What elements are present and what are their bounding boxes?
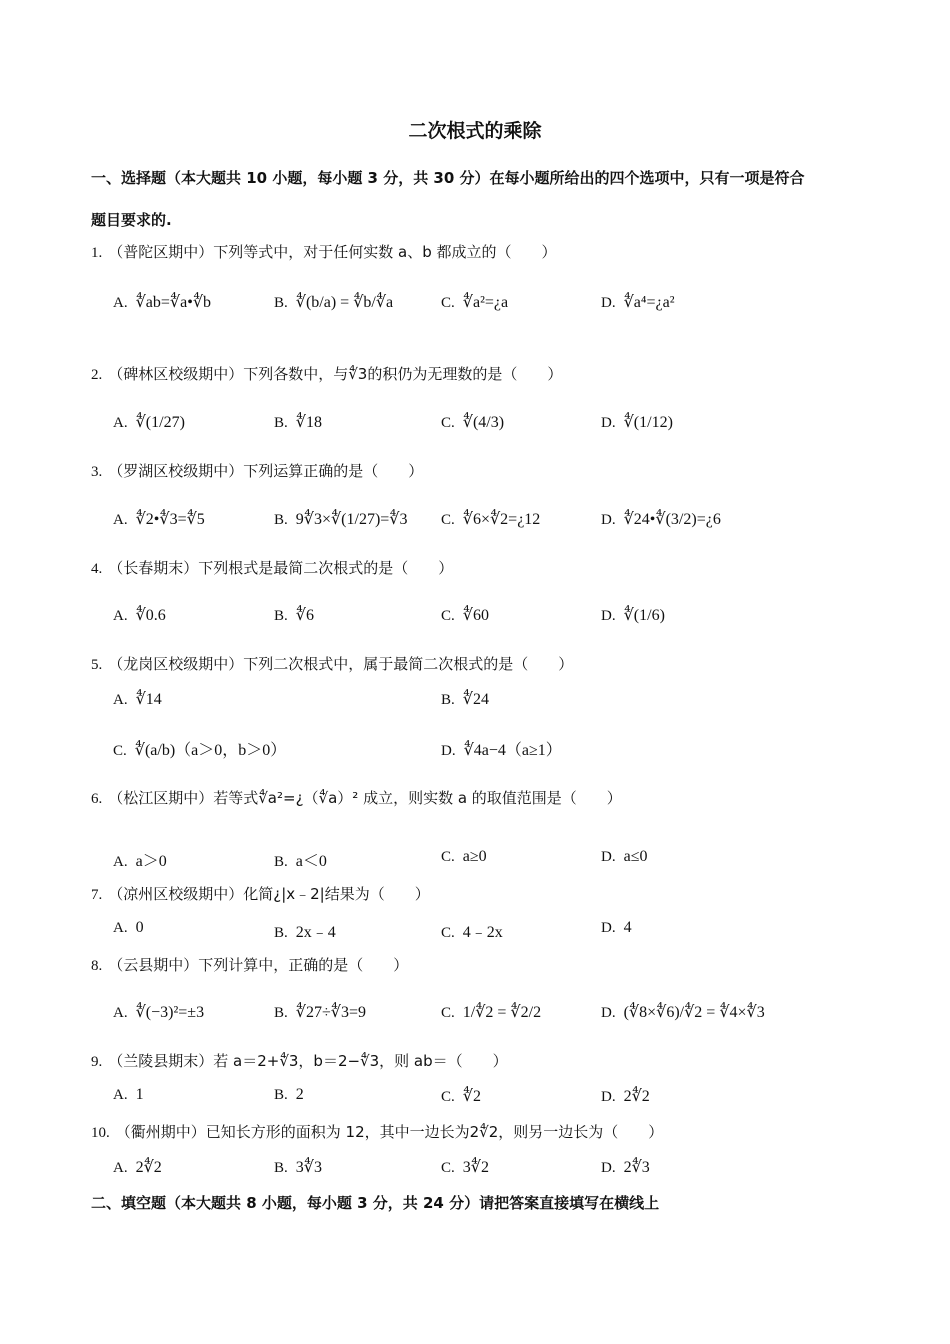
q2-option-d[interactable]: D. ∜(1/12) [601, 414, 673, 431]
q10-option-b[interactable]: B. 3∜3 [274, 1159, 322, 1176]
q6-option-a[interactable]: A. a＞0 [113, 853, 167, 870]
q1-option-a[interactable]: A. ∜ab=∜a•∜b [113, 294, 212, 311]
q4-option-b[interactable]: B. ∜6 [274, 607, 314, 624]
q3-option-b[interactable]: B. 9∜3×∜(1/27)=∜3 [274, 511, 408, 528]
q5-option-c[interactable]: C. ∜(a/b)（a＞0，b＞0） [113, 742, 287, 759]
section-1-line-2: 题目要求的. [91, 211, 172, 229]
q9-option-b[interactable]: B. 2 [274, 1086, 304, 1103]
question-5: 5. （龙岗区校级期中）下列二次根式中，属于最简二次根式的是（ ） [91, 655, 574, 673]
q8-option-c[interactable]: C. 1/∜2 = ∜2/2 [441, 1004, 542, 1021]
question-7: 7. （凉州区校级期中）化简¿|x﹣2|结果为（ ） [91, 885, 430, 903]
q3-option-a[interactable]: A. ∜2•∜3=∜5 [113, 511, 205, 528]
question-10: 10. （衢州期中）已知长方形的面积为 12，其中一边长为2∜2，则另一边长为（ ） [91, 1123, 664, 1141]
q8-option-a[interactable]: A. ∜(−3)²=±3 [113, 1004, 205, 1021]
q10-option-c[interactable]: C. 3∜2 [441, 1159, 489, 1176]
q1-option-c[interactable]: C. ∜a²=¿a [441, 294, 509, 311]
q6-option-c[interactable]: C. a≥0 [441, 848, 487, 865]
q7-option-a[interactable]: A. 0 [113, 919, 144, 936]
q7-option-b[interactable]: B. 2x﹣4 [274, 924, 336, 941]
q3-option-c[interactable]: C. ∜6×∜2=¿12 [441, 511, 541, 528]
q2-option-b[interactable]: B. ∜18 [274, 414, 322, 431]
q4-option-c[interactable]: C. ∜60 [441, 607, 489, 624]
q7-option-c[interactable]: C. 4﹣2x [441, 924, 503, 941]
q5-option-d[interactable]: D. ∜4a−4（a≥1） [441, 742, 562, 759]
q4-option-a[interactable]: A. ∜0.6 [113, 607, 166, 624]
question-2: 2. （碑林区校级期中）下列各数中，与∜3的积仍为无理数的是（ ） [91, 365, 563, 383]
q6-option-d[interactable]: D. a≤0 [601, 848, 648, 865]
question-9: 9. （兰陵县期末）若 a＝2+∜3，b＝2−∜3，则 ab＝（ ） [91, 1052, 508, 1070]
q9-option-c[interactable]: C. ∜2 [441, 1088, 481, 1105]
section-2-heading: 二、填空题（本大题共 8 小题，每小题 3 分，共 24 分）请把答案直接填写在横线上 [91, 1194, 660, 1212]
q10-option-d[interactable]: D. 2∜3 [601, 1159, 650, 1176]
question-6: 6. （松江区期中）若等式∜a²=¿（∜a）² 成立，则实数 a 的取值范围是（ ） [91, 789, 622, 807]
q8-option-b[interactable]: B. ∜27÷∜3=9 [274, 1004, 366, 1021]
q5-option-b[interactable]: B. ∜24 [441, 691, 489, 708]
q7-option-d[interactable]: D. 4 [601, 919, 632, 936]
section-1-heading [91, 160, 861, 238]
q6-option-b[interactable]: B. a＜0 [274, 853, 327, 870]
q9-option-a[interactable]: A. 1 [113, 1086, 144, 1103]
q10-option-a[interactable]: A. 2∜2 [113, 1159, 162, 1176]
section-1-line-1: 一、选择题（本大题共 10 小题，每小题 3 分，共 30 分）在每小题所给出的四个选项中，只有一项是符合 [91, 169, 805, 187]
question-8: 8. （云县期中）下列计算中，正确的是（ ） [91, 956, 409, 974]
page-title: 二次根式的乘除 [408, 120, 542, 142]
q2-option-c[interactable]: C. ∜(4/3) [441, 414, 505, 431]
q1-option-d[interactable]: D. ∜a⁴=¿a² [601, 294, 675, 311]
q8-option-d[interactable]: D. (∜8×∜6)/∜2 = ∜4×∜3 [601, 1004, 765, 1021]
q9-option-d[interactable]: D. 2∜2 [601, 1088, 650, 1105]
q4-option-d[interactable]: D. ∜(1/6) [601, 607, 665, 624]
question-1: 1. （普陀区期中）下列等式中，对于任何实数 a、b 都成立的（ ） [91, 243, 557, 261]
q1-option-b[interactable]: B. ∜(b/a) = ∜b/∜a [274, 294, 394, 311]
q2-option-a[interactable]: A. ∜(1/27) [113, 414, 185, 431]
question-4: 4. （长春期末）下列根式是最简二次根式的是（ ） [91, 559, 454, 577]
q5-option-a[interactable]: A. ∜14 [113, 691, 162, 708]
question-3: 3. （罗湖区校级期中）下列运算正确的是（ ） [91, 462, 424, 480]
q3-option-d[interactable]: D. ∜24•∜(3/2)=¿6 [601, 511, 721, 528]
